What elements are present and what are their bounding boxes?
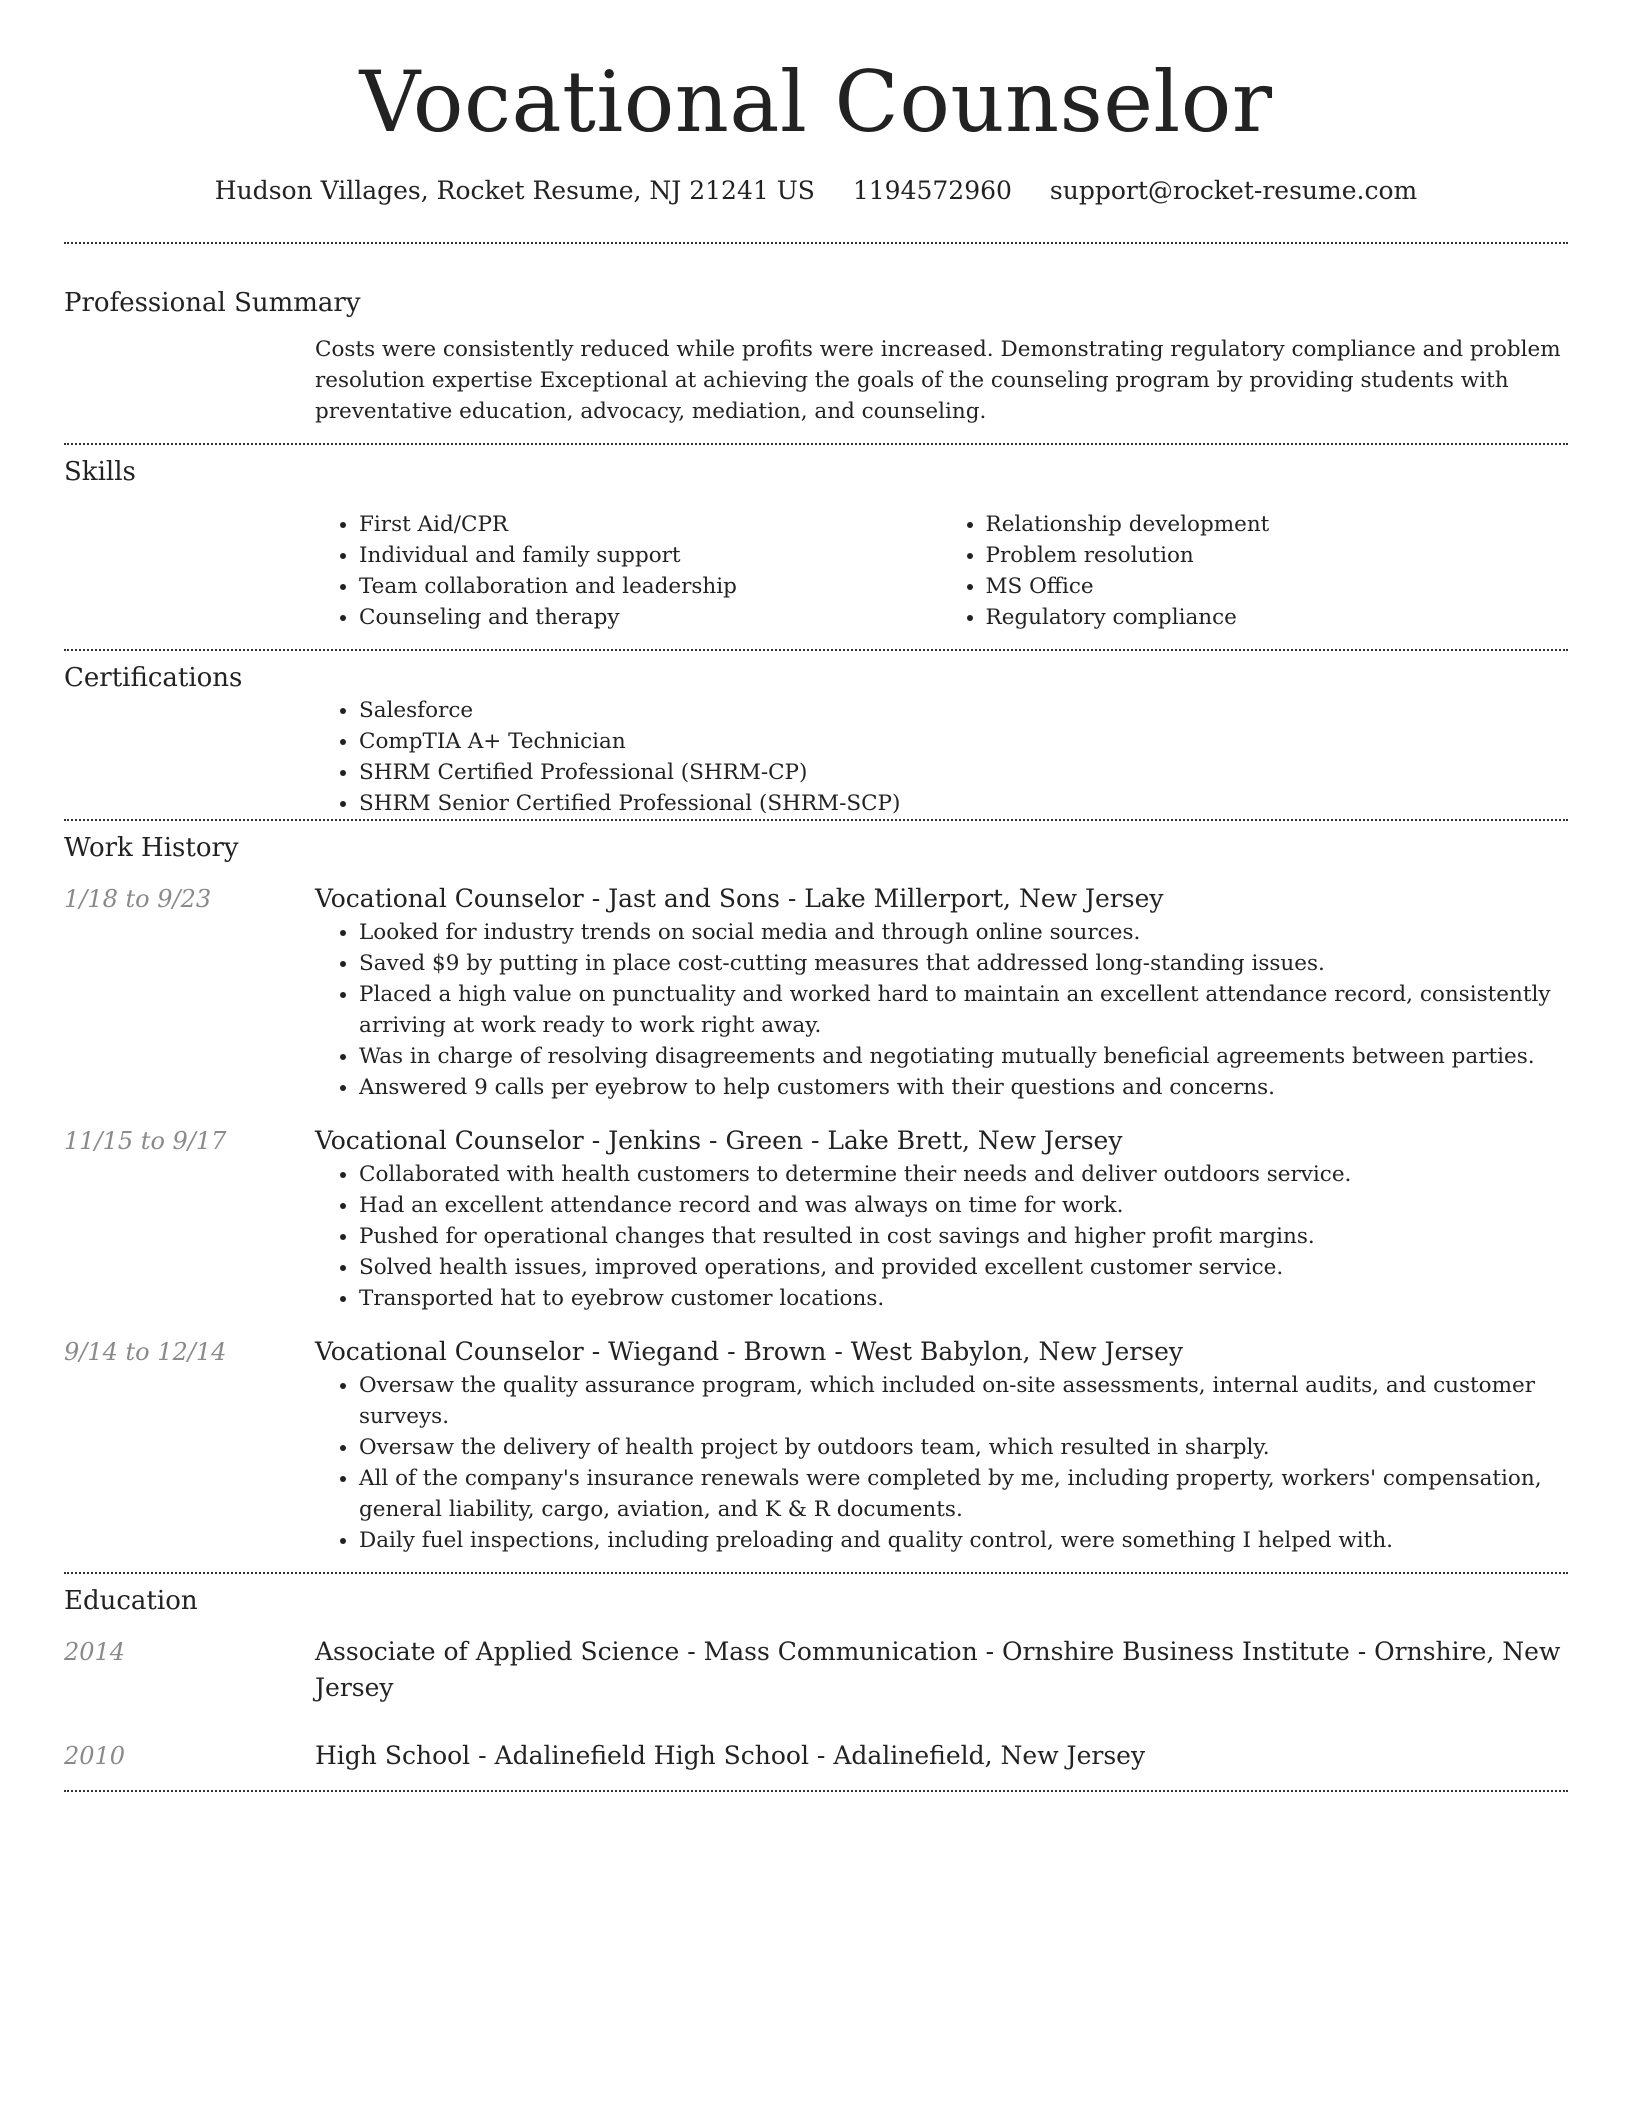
job-location: Lake Millerport, New Jersey: [804, 884, 1164, 913]
education-end-spacer: [64, 1774, 1568, 1790]
certifications-section: [64, 651, 1568, 819]
skills-section: [64, 445, 1568, 649]
job-location: Lake Brett, New Jersey: [827, 1126, 1123, 1155]
job-heading: Vocational Counselor - Jenkins - Green - Lake Brett, New Jersey: [315, 1126, 1123, 1155]
job-heading: Vocational Counselor - Jast and Sons - Lake Millerport, New Jersey: [315, 884, 1164, 913]
list-item: • Saved $9 by putting in place cost-cutting measures that addressed long-standing issues.: [359, 948, 1568, 979]
job-role: Vocational Counselor: [315, 1337, 584, 1366]
education-heading: Associate of Applied Science - Mass Communication - Ornshire Business Institute - Ornshire, New Jersey: [315, 1637, 1561, 1702]
skills-wrap: [315, 509, 1568, 633]
certifications-list: [315, 695, 1568, 819]
summary-text: Costs were consistently reduced while profits were increased. Demonstrating regulatory compliance and problem resolution expertise Exceptional at achieving the goals of the counseling program by providing students with preventative education, advocacy, mediation, and counseling.: [315, 337, 1561, 424]
job-heading: Vocational Counselor - Wiegand - Brown - West Babylon, New Jersey: [315, 1337, 1183, 1366]
list-item: • Regulatory compliance: [986, 602, 1569, 633]
education-location: Adalinefield, New Jersey: [833, 1741, 1146, 1770]
list-item: • Relationship development: [986, 509, 1569, 540]
certifications-title: Certifications: [64, 663, 243, 693]
job-dates: 11/15 to 9/17: [64, 1127, 227, 1155]
skills-list-right: [942, 509, 1569, 633]
education-entry: [64, 1634, 1568, 1706]
job-bullets-column: [315, 1159, 1568, 1314]
contact-address: Hudson Villages, Rocket Resume, NJ 21241 US: [214, 176, 815, 205]
job-bullets: [315, 1159, 1568, 1314]
list-item: • SHRM Certified Professional (SHRM-CP): [359, 757, 1568, 788]
skills-title: Skills: [64, 457, 136, 487]
skills-row: [64, 489, 1568, 649]
list-item: • First Aid/CPR: [359, 509, 942, 540]
job-body-row: [64, 1370, 1568, 1556]
list-item: • MS Office: [986, 571, 1569, 602]
job-header-row: [64, 1123, 1568, 1159]
list-item: • Oversaw the quality assurance program, which included on-site assessments, internal audits, and customer surveys.: [359, 1370, 1568, 1432]
list-item: • Team collaboration and leadership: [359, 571, 942, 602]
education-entry: [64, 1738, 1568, 1774]
list-item: • SHRM Senior Certified Professional (SHRM-SCP): [359, 788, 1568, 819]
summary-title: Professional Summary: [64, 288, 361, 318]
list-item: • Transported hat to eyebrow customer locations.: [359, 1283, 1568, 1314]
job-body-row: [64, 917, 1568, 1103]
education-section: [64, 1574, 1568, 1790]
job-bullets: [315, 1370, 1568, 1556]
list-item: • Individual and family support: [359, 540, 942, 571]
list-item: • Pushed for operational changes that resulted in cost savings and higher profit margins.: [359, 1221, 1568, 1252]
summary-right-column: [315, 320, 1568, 443]
certifications-right-column: [315, 695, 1568, 819]
job-entry: [64, 1123, 1568, 1314]
work-history-end-spacer: [64, 1556, 1568, 1572]
job-bullets-column: [315, 1370, 1568, 1556]
list-item: • Had an excellent attendance record and was always on time for work.: [359, 1190, 1568, 1221]
skills-columns: [315, 489, 1568, 649]
summary-row: [64, 320, 1568, 443]
job-role: Vocational Counselor: [315, 1126, 584, 1155]
list-item: • Counseling and therapy: [359, 602, 942, 633]
education-school: Ornshire Business Institute: [1002, 1637, 1350, 1666]
list-item: • Placed a high value on punctuality and worked hard to maintain an excellent attendance record, consistently arriving at work ready to work right away.: [359, 979, 1568, 1041]
job-role: Vocational Counselor: [315, 884, 584, 913]
job-bullets-column: [315, 917, 1568, 1103]
list-item: • CompTIA A+ Technician: [359, 726, 1568, 757]
job-dates: 1/18 to 9/23: [64, 885, 212, 913]
education-year: 2010: [64, 1742, 126, 1770]
education-location: Ornshire, New Jersey: [315, 1637, 1561, 1702]
job-location: West Babylon, New Jersey: [850, 1337, 1183, 1366]
contact-email: support@rocket-resume.com: [1049, 176, 1418, 205]
list-item: • Was in charge of resolving disagreements and negotiating mutually beneficial agreements between parties.: [359, 1041, 1568, 1072]
education-title: Education: [64, 1586, 198, 1616]
list-item: • Salesforce: [359, 695, 1568, 726]
education-degree: Associate of Applied Science: [315, 1637, 680, 1666]
list-item: • Oversaw the delivery of health project by outdoors team, which resulted in sharply.: [359, 1432, 1568, 1463]
job-header-row: [64, 1334, 1568, 1370]
contact-phone: 1194572960: [852, 176, 1012, 205]
certifications-row: [64, 695, 1568, 819]
education-school: Adalinefield High School: [494, 1741, 809, 1770]
list-item: • Problem resolution: [986, 540, 1569, 571]
list-item: • All of the company's insurance renewals were completed by me, including property, workers' compensation, general liability, cargo, aviation, and K & R documents.: [359, 1463, 1568, 1525]
list-item: • Solved health issues, improved operations, and provided excellent customer service.: [359, 1252, 1568, 1283]
section-divider: [64, 1790, 1568, 1792]
job-employer: Jenkins - Green: [608, 1126, 804, 1155]
job-bullets: [315, 917, 1568, 1103]
list-item: • Collaborated with health customers to determine their needs and deliver outdoors service.: [359, 1159, 1568, 1190]
education-heading: High School - Adalinefield High School - Adalinefield, New Jersey: [315, 1741, 1146, 1770]
skills-list-left: [315, 509, 942, 633]
contact-line: [64, 174, 1568, 208]
education-year: 2014: [64, 1638, 126, 1666]
job-dates: 9/14 to 12/14: [64, 1338, 227, 1366]
job-entry: [64, 881, 1568, 1103]
job-header-row: [64, 881, 1568, 917]
list-item: • Answered 9 calls per eyebrow to help customers with their questions and concerns.: [359, 1072, 1568, 1103]
job-entry: [64, 1334, 1568, 1556]
candidate-name: Vocational Counselor: [359, 53, 1273, 151]
job-employer: Jast and Sons: [608, 884, 780, 913]
education-field: Mass Communication: [703, 1637, 978, 1666]
job-employer: Wiegand - Brown: [608, 1337, 827, 1366]
job-body-row: [64, 1159, 1568, 1314]
summary-section: [64, 244, 1568, 443]
list-item: • Daily fuel inspections, including preloading and quality control, were something I helped with.: [359, 1525, 1568, 1556]
work-history-title: Work History: [64, 833, 239, 863]
education-degree: High School: [315, 1741, 471, 1770]
work-history-section: [64, 821, 1568, 1572]
list-item: • Looked for industry trends on social media and through online sources.: [359, 917, 1568, 948]
